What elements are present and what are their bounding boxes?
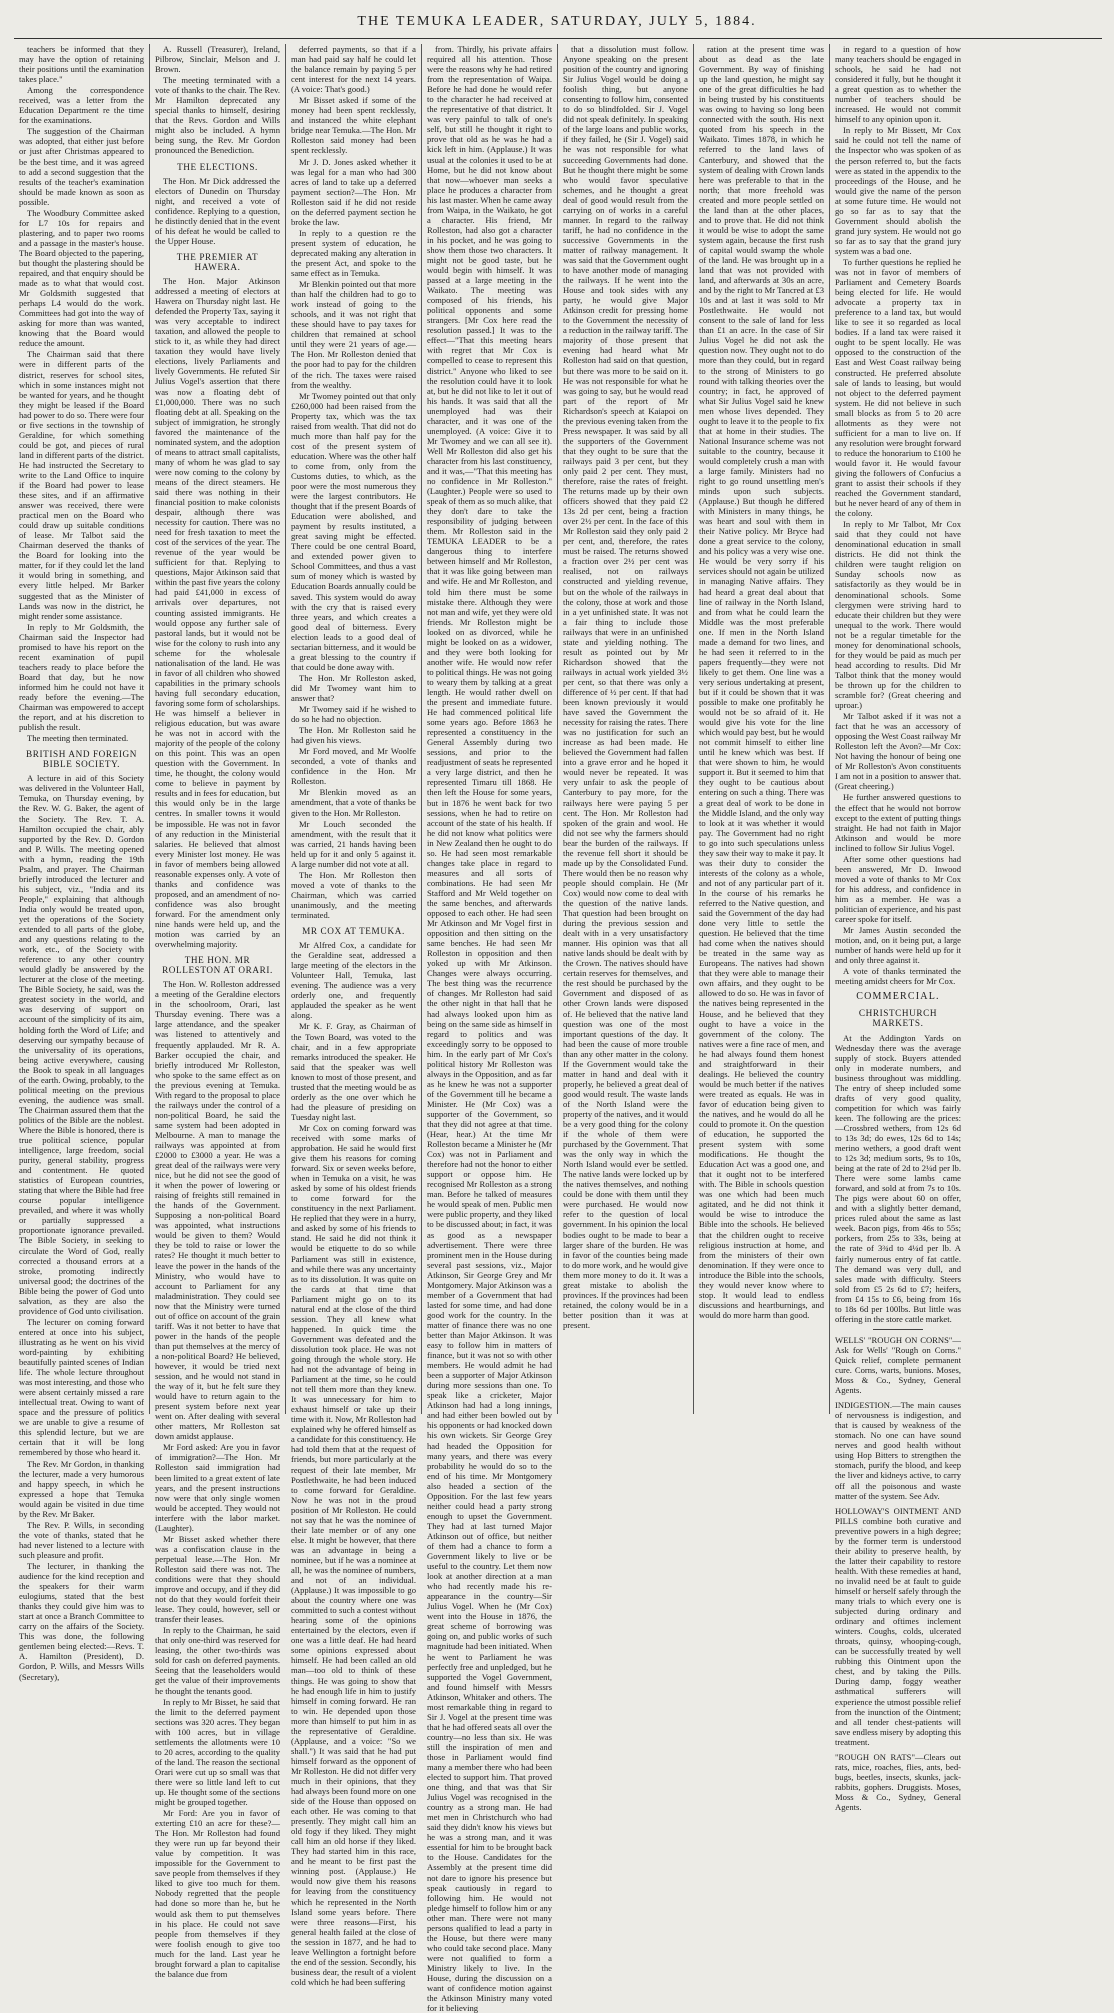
article-paragraph: ration at the present time was about as dead as the late Government. By way of finishing up the land question, he might say one of the great difficulties he had in being trusted by his constituents was owing to having so long been connected with the south. His next quoted from his speech in the Waikato. Times 1878, in which he referred to the land laws of Canterbury, and showed that the system of dealing with Crown lands here was preferable to that in the north; that more freehold was created and more people settled on the land than at the other places, and to prove that. He did not think it would be wise to adopt the same system again, because the first rush of capital would swamp the whole of the land. He was brought up in a land that was not provided with land, and afterwards at 30s an acre, and by the right to Mr Tancred at £3 10s and at last it was sold to Mr Postlethwaite. He would not consent to the sale of land for less than £1 an acre. In the case of Sir Julius Vogel he did not ask the question now. They ought not to do more than they could, but in regard to the strong of Ministers to go round with talking theories over the country; in fact, he approved of what Sir Julius Vogel said he knew men whose lives depended. They ought to leave it to the people to fix that at home in their studies. The National Insurance scheme was not suitable to the country, because it would completely crush a man with a large family. Ministers had no right to go round unsettling men's minds upon such subjects. (Applause.) But though he differed with Ministers in many things, he was heart and soul with them in their Native policy. Mr Bryce had done a great service to the colony, and his policy was a very wise one. He would be very sorry if his services should not again be utilized in managing Native affairs. They had heard a great deal about that line of railway in the North Island, and from what he could learn the Middle was the most preferable one. If men in the North Island made a demand for two lines, and he had seen it referred to in the papers frequently—they were not likely to get them. One line was a very serious undertaking at present, but if it could be shown that it was possible to make one profitably he would not be so afraid of it. He would give his vote for the line which would pay best, but he would not commit himself to either line until he knew which was best. If that were shown to him, he would support it. But it seemed to him that they ought to be cautious about entering on such a thing. There was a great deal of work to be done in the Middle Island, and the only way to look at it was whether it would pay. The Government had no right to go into such speculations unless they saw their way to make it pay. It was their duty to consider the interests of the colony as a whole, and not of any particular part of it. In the course of his remarks he referred to the Native question, and said the Government of the day had done very little to settle the question. He believed that the time had come when the natives should be treated in the same way as Europeans. The natives had shown that they were able to manage their own affairs, and they ought to be allowed to do so. He was in favor of the natives being represented in the House, and he believed that they ought to have a voice in the government of the colony. The natives were a fine race of men, and he had always found them honest and straightforward in their dealings. He believed the country would be much better if the natives were treated as equals. He was in favor of education being given to the natives, and he would do all he could to promote it. On the question of education, he supported the present system with some modifications. He thought the Education Act was a good one, and that it ought not to be interfered with. The Bible in schools question was one which had been much agitated, and he did not think it would be wise to introduce the Bible into the schools. He believed that the children ought to receive religious instruction at home, and from the ministers of their own denomination. If they were once to introduce the Bible into the schools, they would never know where to stop. It would lead to endless discussions and heartburnings, and would do more harm than good. bbox=[699, 44, 824, 1320]
article-paragraph: Mr Blenkin pointed out that more than half the children had to go to work instead of going to the schools, and it was not right that these should have to pay taxes for children that remained at school until they were 21 years of age.—The Hon. Mr Rolleston denied that the poor had to pay for the children of the rich. The taxes were raised from the wealthy. bbox=[291, 279, 416, 390]
article-paragraph: At the Addington Yards on Wednesday there was the average supply of stock. Buyers attended only in moderate numbers, and business throughout was middling. The entry of sheep included some drafts of very good quality, competition for which was fairly keen. The following are the prices:—Crossbred wethers, from 12s 6d to 13s 3d; do ewes, 12s 6d to 14s; merino wethers, a good draft went to 12s 3d; medium sorts, 9s to 10s, being at the rate of 2d to 2¼d per lb. There were some lambs came forward, and sold at from 7s to 10s. The pigs were about 60 on offer, and with a slightly better demand, prices ruled about the same as last week. Bacon pigs, from 46s to 55s; porkers, from 25s to 33s, being at the rate of 3¾d to 4¼d per lb. A fairly numerous entry of fat cattle. The demand was very dull, and sales made with difficulty. Steers sold from £5 2s 6d to £7; heifers, from £4 15s to £6, being from 16s to 18s 6d per 100lbs. But little was offering in the store cattle market. bbox=[835, 1032, 961, 1324]
article-paragraph: Mr K. F. Gray, as Chairman of the Town Board, was voted to the chair, and in a few appropriate remarks introduced the speaker. He said that the speaker was well known to most of those present, and trusted that the meeting would be as orderly as the one over which he had the pleasure of presiding on Tuesday night last. bbox=[291, 1021, 416, 1122]
newspaper-column-7 bbox=[830, 44, 966, 1812]
newspaper-column-3 bbox=[286, 44, 422, 1987]
newspaper-column-2 bbox=[150, 44, 286, 1979]
article-paragraph: The Hon. Mr Rolleston then moved a vote of thanks to the Chairman, which was carried unanimously, and the meeting terminated. bbox=[291, 869, 416, 920]
article-paragraph: in regard to a question of how many teachers should be engaged in schools, he said he had not considered it fully, but he thought it a great question as to whether the number of teachers should be increased. He would not commit himself to any opinion upon it. bbox=[835, 44, 961, 125]
advertisement: WELLS' "ROUGH ON CORNS"—Ask for Wells' "Rough on Corns." Quick relief, complete permanent cure. Corns, warts, bunions. Moses, Moss & Co., Sydney, General Agents. bbox=[835, 1334, 961, 1396]
article-paragraph: In reply to Mr Goldsmith, the Chairman said the Inspector had promised to have his report on the recent examination of pupil teachers ready to place before the Board that day, but he now informed him he could not have it ready before the evening.—The Chairman was empowered to accept the report, and at his discretion to publish the result. bbox=[19, 621, 144, 733]
newspaper-column-4 bbox=[422, 44, 558, 2013]
article-paragraph: A lecture in aid of this Society was delivered in the Volunteer Hall, Temuka, on Thursday evening, by the Rev. W. G. Baker, the agent of the Society. The Rev. T. A. Hamilton occupied the chair, ably supported by the Rev. D. Gordon and P. Wills. The meeting opened with a hymn, reading the 19th Psalm, and prayer. The Chairman briefly introduced the lecturer and his subject, viz., "India and its People," explaining that although India only would be treated upon, yet the operations of the Society extended to all parts of the globe, and any questions relating to the work, etc., of the Society with reference to any other country would gladly be answered by the lecturer at the close of the meeting. The Bible Society, he said, was the greatest society in the world, and was deserving of support on account of the simplicity of its aim, holding forth the Word of Life; and deserving our sympathy because of the universality of its operations, being active everywhere, causing the Book to speak in all languages of the earth. Owing, probably, to the political meeting on the previous evening, the audience was small. The Chairman assured them that the politics of the Bible are the noblest. Where the Bible is honored, there is true political science, popular intelligence, large freedom, social purity, general stability, progress and contentment. He quoted statistics of European countries, stating that where the Bible had free course popular intelligence prevailed, and where it was wholly or partially suppressed a proportionate ignorance prevailed. The Bible Society, in seeking to circulate the Word of God, really corrected a thousand errors at a stroke, promoting indirectly universal good; the doctrines of the Bible being the power of God unto salvation, as they are also the providence of God unto civilisation. bbox=[19, 773, 144, 1316]
article-paragraph: teachers be informed that they may have the option of retaining their positions until the examination takes place." bbox=[19, 44, 144, 85]
article-paragraph: The Rev. Mr Gordon, in thanking the lecturer, made a very humorous and happy speech, in which he expressed a hope that Temuka would again be visited in due time by the Rev. Mr Baker. bbox=[19, 1458, 144, 1519]
article-heading: THE HON. MR ROLLESTON AT ORARI. bbox=[162, 955, 273, 976]
article-heading: THE PREMIER AT HAWERA. bbox=[176, 251, 259, 272]
article-paragraph: The lecturer, in thanking the audience for the kind reception and the speakers for their warm eulogiums, stated that the best thanks they could give him was to start at once a Branch Committee to carry on the affairs of the Society. This was done, the following gentlemen being elected:—Revs. T. A. Hamilton (President), D. Gordon, P. Wills, and Messrs Wills (Secretary), bbox=[19, 1560, 144, 1682]
article-paragraph: In reply to Mr Talbot, Mr Cox said that they could not have denominational education in small districts. He did not think the children were taught religion on Sunday schools now as satisfactorily as they would be in denominational schools. Some clergymen were striving hard to educate their children but they were unequal to the work. There would not be a regular timetable for the money for denominational schools, for they would be paid as much per head according to results. Did Mr Talbot think that the money would be thrown up for the children to scramble for? (Great cheering and uproar.) bbox=[835, 519, 961, 711]
article-paragraph: In reply to Mr Bissett, Mr Cox said he could not tell the name of the Inspector who was spoken of as the person referred to, but the facts were as stated in the appendix to the proceedings of the House, and he would give the name of the person at some future time. He would not go so far as to say that the Government should abolish the grand jury system. He would not go so far as to say that the grand jury system was a bad one. bbox=[835, 125, 961, 256]
article-paragraph: A vote of thanks terminated the meeting amidst cheers for Mr Cox. bbox=[835, 966, 961, 987]
article-heading: COMMERCIAL. bbox=[856, 991, 940, 1003]
article-heading: BRITISH AND FOREIGN BIBLE SOCIETY. bbox=[26, 749, 137, 770]
article-paragraph: To further questions he replied he was not in favor of members of Parliament and Cemetery Boards being elected for life. He would advocate a property tax in preference to a land tax, but would like to see it so regarded as local bodies. If a land tax were raised it ought to be spent locally. He was opposed to the construction of the East and West Coast railway being constructed. He preferred absolute sale of lands to leasing, but would not object to the deferred payment system. He did not believe in such small blocks as from 5 to 20 acre allotments as they were not sufficient for a man to live on. If any resolution were brought forward to reduce the honorarium to £100 he would favor it. He would favour giving the followers of Confucius a grant to assist their schools if they reached the Government standard, but he never heard of any of them in the colony. bbox=[835, 256, 962, 519]
article-paragraph: The Hon. W. Rolleston addressed a meeting of the Geraldine electors in the schoolroom, Orari, last Thursday evening. There was a large attendance, and the speaker was listened to attentively and frequently applauded. Mr R. A. Barker occupied the chair, and briefly introduced Mr Rolleston, who spoke to the same effect as on the previous evening at Temuka. With regard to the proposal to place the railways under the control of a non-political Board, he said the same system had been adopted in Melbourne. A man to manage the railways was appointed at from £2000 to £3000 a year. He was a great deal of the railways were very nice, but he did not see the good of it when the power of lowering or raising of freights still remained in the hands of the Government. Supposing a non-political Board was appointed, what instructions would be given to them? Would they be told to raise or lower the rates? He thought it much better to leave the power in the hands of the Ministry, who would have to account to Parliament for any maladministration. They could see now that the Ministry were turned out of office on account of the grain tariff. Was it not better to have that power in the hands of the people than put themselves at the mercy of a non-political Board? He believed, however, it would be tried next session, and he would not stand in the way of it, but he felt sure they would have to return again to the present system before next year went on. After dealing with several other matters, Mr Rolleston sat down amidst applause. bbox=[155, 979, 280, 1442]
article-paragraph: deferred payments, so that if a man had paid say half he could let the balance remain by paying 5 per cent interest for the next 14 years. (A voice: That's good.) bbox=[291, 44, 416, 95]
masthead-rule bbox=[14, 38, 1102, 39]
article-paragraph: Mr Talbot asked if it was not a fact that he was an accessory of opposing the West Coast railway Mr Rolleston left the Avon?—Mr Cox: Not having the honour of being one of Mr Rolleston's Avon constituents I am not in a position to answer that. (Great cheering.) bbox=[835, 711, 961, 792]
article-paragraph: He further answered questions to the effect that he would not borrow except to the extent of putting things straight. He had not faith in Major Atkinson and would be more inclined to follow Sir Julius Vogel. bbox=[835, 792, 962, 853]
article-paragraph: Mr J. D. Jones asked whether it was legal for a man who had 300 acres of land to take up a deferred payment section?—The Hon. Mr Rolleston said if he did not reside on the deferred payment section he broke the law. bbox=[291, 156, 416, 227]
advertisement: "ROUGH ON RATS"—Clears out rats, mice, roaches, flies, ants, bed-bugs, beetles, insects, skunks, jack-rabbits, gophers. Druggists. Moses, Moss & Co., Sydney, General Agents. bbox=[835, 1751, 961, 1812]
article-paragraph: The Woodbury Committee asked for L7 10s for repairs and plastering, and to paper two rooms and a passage in the master's house. The Board objected to the papering, but thought the plastering should be repaired, and that enquiry should be made as to what that would cost. Mr Goldsmith suggested that perhaps L4 would do the work. Committees had got into the way of asking for more than was wanted, knowing that the Board would reduce the amount. bbox=[19, 207, 144, 349]
advertisement: HOLLOWAY'S OINTMENT AND PILLS combine both curative and preventive powers in a high degree; by the former term is understood their ability to preserve health, by the latter their capability to restore health. With these remedies at hand, no invalid need be at fault to guide himself or herself safely through the many trials to which every one is subjected during ordinary and ordinary and oftimes inclement winters. Coughs, colds, ulcerated throats, quinsy, whooping-cough, can be successfully treated by well rubbing this Ointment upon the chest, and by taking the Pills. During damp, foggy weather asthmatical sufferers will experience the utmost possible relief from the inunction of the Ointment; and all tender chest-patients will save endless misery by adopting this treatment. bbox=[835, 1505, 961, 1747]
newspaper-columns bbox=[14, 44, 1102, 2013]
article-paragraph: Mr Ford: Are you in favor of exterting £10 an acre for these?—The Hon. Mr Rolleston had found they were run up far beyond their value by competition. It was impossible for the Government to save people from themselves if they liked to give too much for them. Nobody regretted that the people had done so more than he, but he would ask them to put themselves in his place. He could not save people from themselves if they were foolish enough to give too much for the land. Last year he brought forward a plan to capitalise the balance due from bbox=[155, 1808, 280, 1979]
article-heading: THE ELECTIONS. bbox=[177, 161, 258, 172]
article-paragraph: The meeting terminated with a vote of thanks to the chair. The Rev. Mr Hamilton deprecated any special thanks to himself, desiring that the Revs. Gordon and Wills might also be included. A hymn being sung, the Rev. Mr Gordon pronounced the Benediction. bbox=[155, 75, 280, 156]
newspaper-column-1 bbox=[14, 44, 150, 1682]
article-paragraph: The meeting then terminated. bbox=[27, 733, 129, 744]
article-paragraph: The Hon. Mr Rolleston asked, did Mr Twomey want him to answer that? bbox=[291, 672, 416, 703]
article-paragraph: In reply to the Chairman, he said that only one-third was reserved for leasing, the other two-thirds was sold for cash on deferred payments. Seeing that the leaseholders would get the value of their improvements he thought the tenants good. bbox=[155, 1625, 280, 1696]
article-paragraph: The lecturer on coming forward entered at once into his subject, illustrating as he went on his vivid word-painting by exhibiting beautifully painted scenes of Indian life. The whole lecture throughout was most interesting, and those who were absent certainly missed a rare intellectual treat. Owing to want of space and the pressure of politics we are unable to give a resume of this splendid lecture, but we are certain that it will be long remembered by those who heard it. bbox=[19, 1316, 144, 1458]
newspaper-masthead bbox=[0, 10, 1114, 36]
article-paragraph: Mr Ford moved, and Mr Woolfe seconded, a vote of thanks and confidence in the Hon. Mr Rolleston. bbox=[291, 746, 416, 787]
article-paragraph: The Chairman said that there were in different parts of the district, reserves for school sites, which in some instances might not be wanted for years, and he thought they might be leased if the Board had power to do so. There were four or five sections in the township of Geraldine, for which something could be got, and pieces of rural land in different parts of the district. He had instructed the Secretary to write to the Land Office to inquire if the Board had power to lease these sites, and if an affirmative answer was received, there were practical men on the Board who could draw up suitable conditions of lease. Mr Talbot said the Chairman deserved the thanks of the Board for looking into the matter, for if they could let the land it would bring in something, and every little helped. Mr Barker suggested that as the Minister of Lands was now in the district, he might render some assistance. bbox=[19, 349, 144, 621]
article-paragraph: from. Thirdly, his private affairs required all his attention. Those were the reasons why he had retired from the representation of Waipa. Before he had done he would refer to the character he had received at the representative of that district. It was very painful to talk of one's self, but still he thought it right to prove that old as he was he had a kick left in him. (Applause.) It was usual at the colonies it used to be at Home, but he did not know about that now—whoever man seeks a place he produces a character from his last master. When he came away from Waipa, in the Waikato, he got a character. His friend, Mr Rolleston, had also got a character in his pocket, and he was going to show them those two characters. It might not be good taste, but he would begin with himself. It was passed at a large meeting in the Waikato. The meeting was composed of his friends, his political opponents and some strangers. [Mr Cox here read the resolution passed.] It was to the effect—"That this meeting hears with regret that Mr Cox is compelled to cease to represent this district." Anyone who liked to see the resolution could have it to look at, but he did not like to let it out of his hands. It was said that all the unemployed had was their character, and it was one of the unemployed. (A voice: Give it to Mr Twomey and we can all see it). Well Mr Rolleston did also get his character from his last constituency, and it was,—"That this meeting has no confidence in Mr Rolleston." (Laughter.) People were so used to speak of them as so much alike, that they don't dare to take the responsibility of judging between them. Mr Rolleston said in the TEMUKA LEADER to be a dangerous thing to interfere between himself and Mr Rolleston, that it was like going between man and wife. He and Mr Rolleston, and told him there must be some mistake there. Although they were not man and wife, yet they were old friends. Mr Rolleston might be looked on as divorced, while he might be looked on as a widower, and they were both looking for another wife. He would now refer to political things. He was not going to weary them by talking at a great length. He would rather dwell on the present and immediate future. He had commenced political life some years ago. Before 1863 he represented a constituency in the General Assembly during two sessions, and prior to the readjustment of seats he represented a very large district, and then he represented Timaru till 1868. He then left the House for some years, but in 1876 he went back for two sessions, when he had to retire on account of the state of his health. If he did not know what politics were in New Zealand then he ought to do so. He had seen most remarkable changes take place in regard to measures and all sorts of combinations. He had seen Mr Stafford and Mr Weld together on the same benches, and afterwards opposed to each other. He had seen Mr Atkinson and Mr Vogel first in opposition and then sitting on the same benches. He had seen Mr Rolleston in opposition and then yoked up with Mr Atkinson. Changes were always occurring. The best thing was the recurrence of changes. Mr Rolleston had said the other night in that hall that he had always looked upon him as being on the same side as himself in regard to politics and was exceedingly sorry to be opposed to him. In the early part of Mr Cox's political history Mr Rolleston was always in the Opposition, and as far as he knew he was not a supporter of the Government till he became a Minister. He (Mr Cox) was a supporter of the Government, so that they did not agree at that time. (Hear, hear.) At the time Mr Rolleston became a Minister he (Mr Cox) was not in Parliament and therefore had not the honor to either support or oppose him. He recognised Mr Rolleston as a strong man. Before he talked of measures he would speak of men. Public men were public property, and they liked to be discussed about; in fact, it was as good as a newspaper advertisement. There were three prominent men in the House during several past sessions, viz., Major Atkinson, Sir George Grey and Mr Montgomery. Major Atkinson was a member of a Government that had lasted for some time, and had done good work for the country. In the matter of finance there was no one better than Major Atkinson. It was easy to follow him in matters of finance, but it was not so with other members. He would admit he had been a supporter of Major Atkinson during more sessions than one. To speak like a cricketer, Major Atkinson had had a long innings, and had either been bowled out by his opponents or had knocked down his own wickets. Sir George Grey had headed the Opposition for many years, and there was every probability he would do so to the end of his time. Mr Montgomery also headed a section of the Opposition. For the last few years neither could head a party strong enough to upset the Government. They had at last turned Major Atkinson out of office, but neither of them had a chance to form a Government likely to live or be useful to the country. Let them now look at another direction at a man who had recently made his re-appearance in the country—Sir Julius Vogel. When he (Mr Cox) went into the House in 1876, the great scheme of borrowing was going on, and public works of such magnitude had been initiated. When he went to Parliament he was perfectly free and unpledged, but he supported the Vogel Government, and found himself with Messrs Atkinson, Whitaker and others. The most remarkable thing in regard to Sir J. Vogel at the present time was that he had offered seats all over the country—no less than six. He was still the inspiration of men and those in Parliament would find many a member there who had been elected to support him. That proved one thing, and that was that Sir Julius Vogel was recognised in the country as a strong man. He had met men in Christchurch who had said they didn't know his views but he was a strong man, and it was essential for him to be brought back to the House. Candidates for the Assembly at the present time did not dare to ignore his presence but speak cautiously in regard to following him. He would not pledge himself to follow him or any other man. There were not many persons qualified to lead a party in the House, but there were many who could take second place. Many were not qualified to form a Ministry likely to live. In the House, during the discussion on a want of confidence motion against the Atkinson Ministry many voted for it believing bbox=[427, 44, 552, 2013]
article-paragraph: Mr Twomey said if he wished to do so he had no objection. bbox=[291, 704, 416, 725]
article-paragraph: Mr Blenkin moved as an amendment, that a vote of thanks be given to the Hon. Mr Rolleston. bbox=[291, 787, 416, 818]
article-paragraph: that a dissolution must follow. Anyone speaking on the present position of the country and ignoring Sir Julius Vogel would be doing a foolish thing, but anyone consenting to follow him, consented to do so blindfolded. Sir J. Vogel did not speak definitely. In speaking of the large loans and public works, if they failed, he (Sir J. Vogel) said he was not responsible for what succeeding Governments had done. But he thought there might be some who would favor speculative schemes, and he thought a great deal of good would result from the carrying on of works in a careful manner. In regard to the railway tariff, he had no confidence in the successive Governments in the matter of railway management. It was said that the Government ought to have another mode of managing the railways. If he went into the House and took sides with any party, he would give Major Atkinson credit for pressing home to the Government the necessity of a reduction in the railway tariff. The majority of those present that evening had heard what Mr Rolleston had said on that question, but there was more to be said on it. He was not responsible for what he was going to say, but he would read part of the report of Mr Richardson's speech at Kaiapoi on the previous evening taken from the Press newspaper. It was said by all the supporters of the Government that they ought to be sure that the railways paid 3 per cent, but they only paid 2 per cent. They must, therefore, raise the rates of freight. The returns made up by their own officers showed that they paid £2 13s 2d per cent, being a fraction over 2½ per cent. In the face of this Mr Rolleston said they only paid 2 per cent, and, therefore, the rates must be raised. The returns showed a fraction over 2½ per cent was realised, not on railways constructed and yielding revenue, but on the whole of the railways in the colony, those at work and those in a yet unfinished state. It was not a fair thing to include those railways that were in an unfinished state and yielding nothing. The result as pointed out by Mr Richardson showed that the railways in actual work yielded 3½ per cent, so that there was only a difference of ½ per cent. If that had been known previously it would have saved the Government the necessity for raising the rates. There was no justification for such an increase as had been made. He believed the Government had fallen into a grave error and he hoped it would never be repeated. It was very unfair to ask the people of Canterbury to pay more, for the railways here were paying 5 per cent. The Hon. Mr Rolleston had spoken of the grain and wool. He did not see why the farmers should bear the burden of the railways. If the revenue fell short it should be made up by the Consolidated Fund. There would then be no reason why people should complain. He (Mr Cox) would now come to deal with the question of the native lands. That question had been brought on during the previous session and dealt with in a very unsatisfactory manner. His opinion was that all native lands should be dealt with by the Crown. The natives should have certain reserves for themselves, and the rest should be purchased by the Government and disposed of as other Crown lands were disposed of. He believed that the native land question was one of the most important questions of the day. It had been the cause of more trouble than any other matter in the colony. If the Government would take the matter in hand and deal with it properly, he believed a great deal of good would result. The waste lands of the North Island were the property of the natives, and it would be a very good thing for the colony if the whole of them were purchased by the Government. That was the only way in which the North Island would ever be settled. The native lands were locked up by the natives themselves, and nothing could be done with them until they were purchased. He would now refer to the question of local government. In his opinion the local bodies ought to be made to bear a larger share of the burden. He was in favor of the counties being made to do more work, and he would give them more money to do it. It was a great mistake to abolish the provinces. If the provinces had been retained, the colony would be in a better position than it was at present. bbox=[563, 44, 688, 1330]
section-divider bbox=[873, 1329, 923, 1330]
article-paragraph: Mr Bisset asked if some of the money had been spent recklessly, and instanced the white elephant bridge near Temuka.—The Hon. Mr Rolleston said money had been spent recklessly. bbox=[291, 95, 416, 156]
article-paragraph: The Hon. Mr Rolleston said he had given his views. bbox=[291, 725, 416, 746]
article-paragraph: The Hon. Major Atkinson addressed a meeting of electors at Hawera on Thursday night last. He defended the Property Tax, saying it was very acceptable to indirect taxation, and allowed the people to stick to it, as while they had direct taxation they would have lively elections, lively Parliaments and lively Governments. He refuted Sir Julius Vogel's assertion that there was now a floating debt of £1,000,000. There was no such floating debt at all. Speaking on the subject of immigration, he strongly favored the maintenance of the nominated system, and the adoption of means to attract small capitalists, many of whom he was glad to say were now coming to the colony by means of the direct steamers. He said there was nothing in their financial position to make colonists despair, although there was necessity for caution. There was no need for fresh taxation to meet the cost of the services of the year. The revenue of the year would be sufficient for that. Replying to questions, Major Atkinson said that within the past five years the colony had paid £41,000 in excess of arrivals over departures, not counting assisted immigrants. He would oppose any further sale of pastoral lands, but it would not be wise for the colony to rush into any scheme for the wholesale nationalisation of the land. He was in favor of all children who showed capabilities in the primary schools having full secondary education, favoring some form of scholarships. He was himself a believer in religious education, but was aware he was not in accord with the majority of the people of the colony on this point. This was an open question with the Government. In time, he thought, the colony would come to believe in payment by results and in fees for education, but this would only be in the large centres. In smaller towns it would be impossible. He was not in favor of any reduction in the Ministerial salaries. He believed that almost every Minister lost money. He was in favor of members being allowed reasonable expenses only. A vote of thanks and confidence was proposed, and an amendment of no-confidence was also brought forward. For the amendment only nine hands were held up, and the motion was carried by an overwhelming majority. bbox=[155, 275, 280, 950]
article-paragraph: After some other questions had been answered, Mr D. Inwood moved a vote of thanks to Mr Cox for his address, and confidence in him as a member. He was a politician of experience, and his past career spoke for itself. bbox=[835, 853, 961, 925]
newspaper-column-6 bbox=[694, 44, 830, 1414]
article-paragraph: Mr Ford asked: Are you in favor of immigration?—The Hon. Mr Rolleston said immigration had been limited to a great extent of late years, and the present instructions now were that only single women would be accepted. They would not interfere with the labor market. (Laughter). bbox=[155, 1442, 280, 1533]
article-paragraph: In reply to a question re the present system of education, he deprecated making any alteration in the present Act, and spoke to the same effect as in Temuka. bbox=[291, 227, 416, 279]
newspaper-column-5 bbox=[558, 44, 694, 1414]
masthead-title: THE TEMUKA LEADER, SATURDAY, JULY 5, 1884. bbox=[357, 14, 757, 29]
article-paragraph: Mr Cox on coming forward was received with some marks of approbation. He said he would first give them his reasons for coming forward. Six or seven weeks before, when in Temuka on a visit, he was asked by some of his oldest friends to come forward for the constituency in the next Parliament. He replied that they were in a hurry, and asked by some of his friends to stand. He said he did not think it would be etiquette to do so while Parliament was still in existence, and while there was any uncertainty as to its dissolution. It was quite on the cards at that time that Parliament might go on to its natural end at the close of the third session. They all knew what happened. In quick time the Government was defeated and the dissolution took place. He was not going through the whole story. He had not the advantage of being in Parliament at the time, so he could not tell them more than they knew. It was unnecessary for him to exhaust himself or take up their time with it. Now, Mr Rolleston had explained why he offered himself as a candidate for this constituency. He had told them that at the request of friends, but more particularly at the request of their late member, Mr Postlethwaite, he had been induced to come forward for Geraldine. Now he was not in the proud position of Mr Rolleston. He could not say that he was the nominee of their late member or of any one else. It might be however, that there was an advantage in being a nominee, but if he was a nominee at all, he was the nominee of numbers, and not of an individual. (Applause.) It was impossible to go about the country where one was committed to such a contest without hearing some of the opinions entertained by the electors, even if one was a little deaf. He had heard some opinions expressed about himself. He had been called an old man—too old to think of these things. He was going to show that he had enough life in him to justify himself in coming forward. He ran to win. He depended upon those more than himself to put him in as the representative of Geraldine. (Applause, and a voice: "So we shall.") It was said that he had put himself forward as the opponent of Mr Rolleston. He did not differ very much in their opinions, that they had always been found more on one side of the House than opposed on each other. He was coming to that presently. They might call him an old fogy if they liked. They might call him an old horse if they liked. They had started him in this race, and he meant to be first past the winning post. (Applause.) He would now give them his reasons for leaving from the constituency which he represented in the North Island some years before. There were three reasons—First, his general health failed at the close of the session in 1877, and he had to leave Wellington a fortnight before the end of the session. Secondly, his business dear, the result of a violent cold which he had been suffering bbox=[291, 1122, 416, 1987]
article-paragraph: The Rev. P. Wills, in seconding the vote of thanks, stated that he had never listened to a lecture with such pleasure and profit. bbox=[19, 1519, 144, 1560]
article-paragraph: Mr Alfred Cox, a candidate for the Geraldine seat, addressed a large meeting of the electors in the Volunteer Hall, Temuka, last evening. The audience was a very orderly one, and frequently applauded the speaker as he went along. bbox=[291, 940, 416, 1021]
article-paragraph: Mr Twomey pointed out that only £260,000 had been raised from the Property tax, which was the tax raised from wealth. That did not do much more than half pay for the cost of the present system of education. Where was the other half to come from, only from the Customs duties, to which, as the poor were the most numerous they were the largest contributors. He thought that if the present Boards of Education were abolished, and payment by results instituted, a great saving might be effected. There could be one central Board, and extended power given to School Committees, and thus a vast sum of money which is wasted by Education Boards annually could be saved. This system would do away with the cry that is raised every three years, and which creates a good deal of bitterness. Every election leads to a good deal of sectarian bitterness, and it would be a great blessing to the country if that could be done away with. bbox=[291, 390, 416, 672]
article-paragraph: The Hon. Mr Dick addressed the electors of Dunedin on Thursday night, and received a vote of confidence. Replying to a question, he distinctly denied that in the event of his defeat he would be called to the Upper House. bbox=[155, 175, 280, 246]
article-paragraph: In reply to Mr Bisset, he said that the limit to the deferred payment sections was 320 acres. They began with 100 acres, but in village settlements the allotments were 10 to 20 acres, according to the quality of the land. The reason the sectional Orari were cut up so small was that there were so little land left to cut up. He thought some of the sections might be grouped together. bbox=[155, 1696, 280, 1808]
article-paragraph: Mr Bisset asked whether there was a confiscation clause in the perpetual lease.—The Hon. Mr Rolleston said there was not. The conditions were that they should improve and occupy, and if they did not do that they would forfeit their lease. They could, however, sell or transfer their leases. bbox=[155, 1533, 280, 1625]
article-paragraph: Among the correspondence received, was a letter from the Education Department re the time for the examinations. bbox=[19, 85, 144, 126]
article-heading: CHRISTCHURCH MARKETS. bbox=[858, 1008, 938, 1029]
advertisement: INDIGESTION.—The main causes of nervousness is indigestion, and that is caused by weakness of the stomach. No one can have sound nerves and good health without using Hop Bitters to strengthen the stomach, purify the blood, and keep the liver and kidneys active, to carry off all the poisonous and waste matter of the system. See Adv. bbox=[835, 1400, 961, 1501]
article-paragraph: Mr Louch seconded the amendment, with the result that it was carried, 21 hands having been held up for it and only 5 against it. A large number did not vote at all. bbox=[291, 818, 416, 869]
article-paragraph: Mr James Austin seconded the motion, and, on it being put, a large number of hands were held up for it and only three against it. bbox=[835, 925, 961, 966]
article-paragraph: The suggestion of the Chairman was adopted, that either just before or just after Christmas appeared to be the best time, and it was agreed to add a second suggestion that the results of the teacher's examination should be made known as soon as possible. bbox=[19, 126, 144, 207]
article-paragraph: A. Russell (Treasurer), Ireland, Pilbrow, Sinclair, Melson and J. Brown. bbox=[155, 44, 280, 75]
article-heading: MR COX AT TEMUKA. bbox=[302, 926, 405, 937]
